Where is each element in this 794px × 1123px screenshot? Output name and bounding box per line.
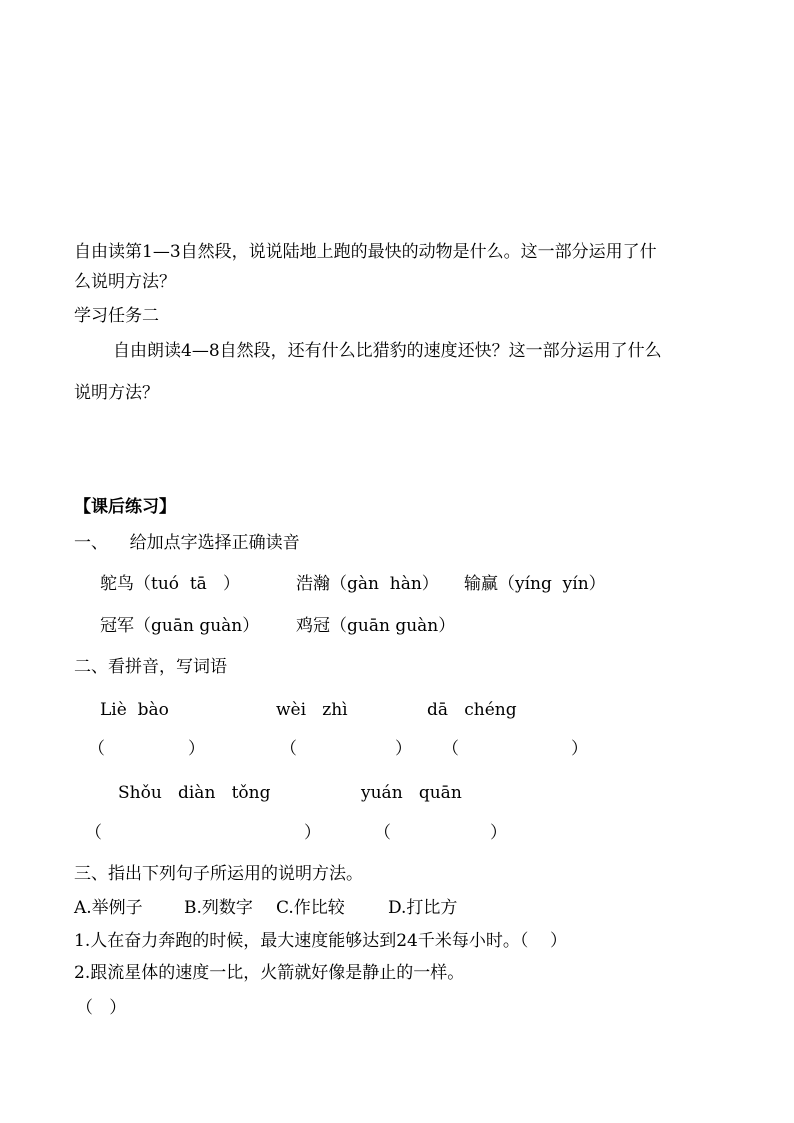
q1-item-shuying: 输赢（yíng yín）	[464, 574, 606, 594]
q2-bracket-close: ）	[395, 739, 412, 759]
q2-bracket-close: ）	[571, 739, 588, 759]
q2-pinyin-yuanquan: yuán quān	[361, 783, 462, 803]
q3-option-c: C.作比较	[276, 898, 345, 918]
q2-pinyin-weizhi: wèi zhì	[276, 700, 348, 720]
q3-title: 三、指出下列句子所运用的说明方法。	[74, 864, 363, 884]
q2-pinyin-liebao: Liè bào	[100, 700, 169, 720]
task2-title: 学习任务二	[74, 306, 159, 326]
q2-bracket-close: ）	[188, 739, 205, 759]
q3-option-a: A.举例子	[74, 898, 143, 918]
q2-bracket-close: ）	[490, 823, 507, 843]
q2-title: 二、看拼音，写词语	[74, 657, 227, 677]
q2-bracket-close: ）	[304, 823, 321, 843]
task2-text-line2: 说明方法？	[74, 383, 159, 403]
q1-item-guanjun: 冠军（guān guàn）	[100, 616, 260, 636]
q1-item-haohan: 浩瀚（gàn hàn）	[296, 574, 439, 594]
q1-title: 一、 给加点字选择正确读音	[74, 533, 300, 553]
q2-pinyin-shoudiantong: Shǒu diàn tǒng	[118, 783, 271, 803]
q2-bracket-open: （	[88, 739, 105, 759]
q3-option-b: B.列数字	[184, 898, 253, 918]
q2-bracket-open: （	[280, 739, 297, 759]
q1-item-jiguan: 鸡冠（guān guàn）	[296, 616, 456, 636]
q2-bracket-open: （	[85, 823, 102, 843]
q3-item-2-answer: （ ）	[76, 998, 127, 1018]
q3-item-2: 2.跟流星体的速度一比，火箭就好像是静止的一样。	[74, 963, 465, 983]
q3-item-1: 1.人在奋力奔跑的时候，最大速度能够达到24千米每小时。（ ）	[74, 931, 567, 951]
q1-item-tuoniao: 鸵鸟（tuó tā ）	[100, 574, 241, 594]
q2-bracket-open: （	[442, 739, 459, 759]
task2-text-line1: 自由朗读4—8自然段，还有什么比猎豹的速度还快？这一部分运用了什么	[113, 341, 662, 361]
exercise-title: 【课后练习】	[74, 497, 176, 517]
q2-pinyin-dacheng: dā chéng	[427, 700, 517, 720]
q2-bracket-open: （	[374, 823, 391, 843]
task1-text-line1: 自由读第1—3自然段，说说陆地上跑的最快的动物是什么。这一部分运用了什	[74, 242, 657, 262]
task1-text-line2: 么说明方法？	[74, 272, 176, 292]
q3-option-d: D.打比方	[388, 898, 458, 918]
